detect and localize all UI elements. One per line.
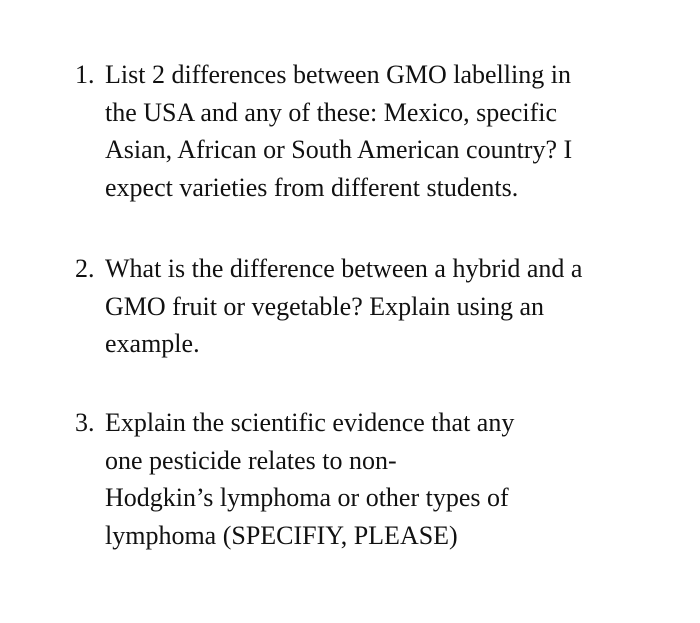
question-number: 1. [75,60,95,89]
question-line: List 2 differences between GMO labelling in [105,60,571,89]
question-line: expect varieties from different students. [105,172,519,202]
question-text [105,404,685,554]
question-line: the USA and any of these: Mexico, specific [105,97,557,127]
question-line: Asian, African or South American country? I [105,135,573,164]
question-line: one pesticide relates to non- [105,445,397,475]
question-number: 3. [75,408,95,437]
question-number: 2. [75,254,95,283]
question-line: Hodgkin’s lymphoma or other types of [105,483,509,512]
question-line: Explain the scientific evidence that any [105,408,515,437]
question-text [105,250,685,363]
question-line: example. [105,329,200,358]
question-text [105,56,685,206]
question-line: What is the difference between a hybrid and a [105,254,583,283]
question-line: GMO fruit or vegetable? Explain using an [105,291,544,321]
question-line: lymphoma (SPECIFIY, PLEASE) [105,520,458,550]
